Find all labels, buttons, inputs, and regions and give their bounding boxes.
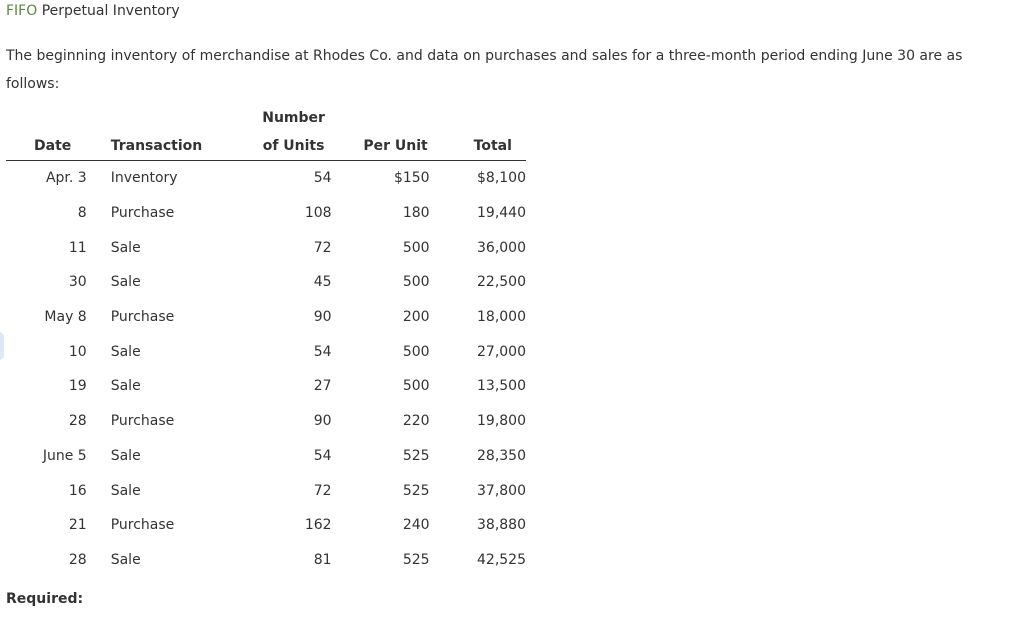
- table-row: [6, 543, 526, 578]
- side-tab-marker: [0, 332, 4, 360]
- cell-total: 13,500: [477, 378, 526, 395]
- cell-units: 81: [313, 551, 332, 568]
- table-row: [6, 508, 526, 543]
- cell-units: 90: [313, 309, 332, 326]
- cell-date: June 5: [42, 447, 87, 464]
- cell-date: 8: [77, 205, 87, 222]
- cell-transaction: Purchase: [110, 413, 175, 430]
- title-text: Perpetual Inventory: [37, 3, 180, 19]
- cell-transaction: Sale: [110, 447, 141, 464]
- cell-date: May 8: [44, 309, 87, 326]
- header-transaction: Transaction: [110, 138, 203, 154]
- cell-per-unit: 240: [402, 517, 430, 534]
- cell-date: 16: [68, 482, 87, 499]
- cell-units: 72: [313, 482, 332, 499]
- cell-transaction: Sale: [110, 274, 141, 291]
- table-row: [6, 404, 526, 439]
- table-row: [6, 230, 526, 265]
- cell-units: 108: [304, 205, 332, 222]
- required-label: Required:: [6, 591, 84, 607]
- cell-per-unit: 500: [402, 274, 430, 291]
- cell-transaction: Purchase: [110, 309, 175, 326]
- cell-total: 37,800: [477, 482, 526, 499]
- cell-date: 19: [68, 378, 87, 395]
- header-date: Date: [34, 138, 72, 154]
- table-row: [6, 334, 526, 369]
- cell-transaction: Sale: [110, 378, 141, 395]
- cell-per-unit: 525: [402, 551, 430, 568]
- header-total: Total: [473, 138, 512, 154]
- cell-per-unit: 500: [402, 343, 430, 360]
- cell-per-unit: 180: [402, 205, 430, 222]
- cell-total: 38,880: [477, 517, 526, 534]
- cell-total: 28,350: [477, 447, 526, 464]
- title-fifo-term[interactable]: FIFO: [6, 3, 38, 19]
- table-row: [6, 473, 526, 508]
- table-row: [6, 369, 526, 404]
- cell-per-unit: 200: [402, 309, 430, 326]
- cell-per-unit: 525: [402, 447, 430, 464]
- cell-total: 19,800: [477, 413, 526, 430]
- inventory-table: [6, 104, 526, 577]
- table-row: [6, 196, 526, 231]
- cell-total: 22,500: [477, 274, 526, 291]
- header-per-unit: Per Unit: [363, 138, 428, 154]
- cell-total: 27,000: [477, 343, 526, 360]
- cell-total: 42,525: [477, 551, 526, 568]
- cell-transaction: Sale: [110, 239, 141, 256]
- cell-units: 45: [313, 274, 332, 291]
- cell-total: 19,440: [477, 205, 526, 222]
- cell-transaction: Purchase: [110, 205, 175, 222]
- header-units-line1: Number: [262, 110, 325, 126]
- cell-units: 72: [313, 239, 332, 256]
- cell-per-unit: 525: [402, 482, 430, 499]
- cell-units: 27: [313, 378, 332, 395]
- table-row: [6, 300, 526, 335]
- cell-per-unit: 220: [402, 413, 430, 430]
- table-row: [6, 265, 526, 300]
- cell-date: 10: [68, 343, 87, 360]
- table-row: [6, 161, 526, 196]
- header-units: [236, 104, 332, 161]
- cell-transaction: Sale: [110, 482, 141, 499]
- header-units-line2: of Units: [262, 138, 325, 154]
- cell-per-unit: $150: [393, 170, 430, 187]
- cell-transaction: Inventory: [110, 170, 178, 187]
- cell-transaction: Purchase: [110, 517, 175, 534]
- table-row: [6, 439, 526, 474]
- cell-total: 18,000: [477, 309, 526, 326]
- cell-per-unit: 500: [402, 239, 430, 256]
- intro-paragraph: The beginning inventory of merchandise at Rhodes Co. and data on purchases and sales for a three-month period ending June 30 are as follows:: [6, 48, 963, 92]
- cell-date: 28: [68, 551, 87, 568]
- cell-transaction: Sale: [110, 343, 141, 360]
- cell-units: 54: [313, 170, 332, 187]
- cell-date: 11: [68, 239, 87, 256]
- cell-per-unit: 500: [402, 378, 430, 395]
- cell-date: Apr. 3: [45, 170, 87, 187]
- table-header-row: [6, 104, 526, 161]
- cell-date: 28: [68, 413, 87, 430]
- cell-total: $8,100: [477, 170, 526, 187]
- cell-date: 21: [68, 517, 87, 534]
- cell-total: 36,000: [477, 239, 526, 256]
- cell-units: 54: [313, 447, 332, 464]
- cell-units: 162: [304, 517, 332, 534]
- cell-units: 90: [313, 413, 332, 430]
- cell-units: 54: [313, 343, 332, 360]
- page-title: [6, 3, 180, 19]
- cell-date: 30: [68, 274, 87, 291]
- cell-transaction: Sale: [110, 551, 141, 568]
